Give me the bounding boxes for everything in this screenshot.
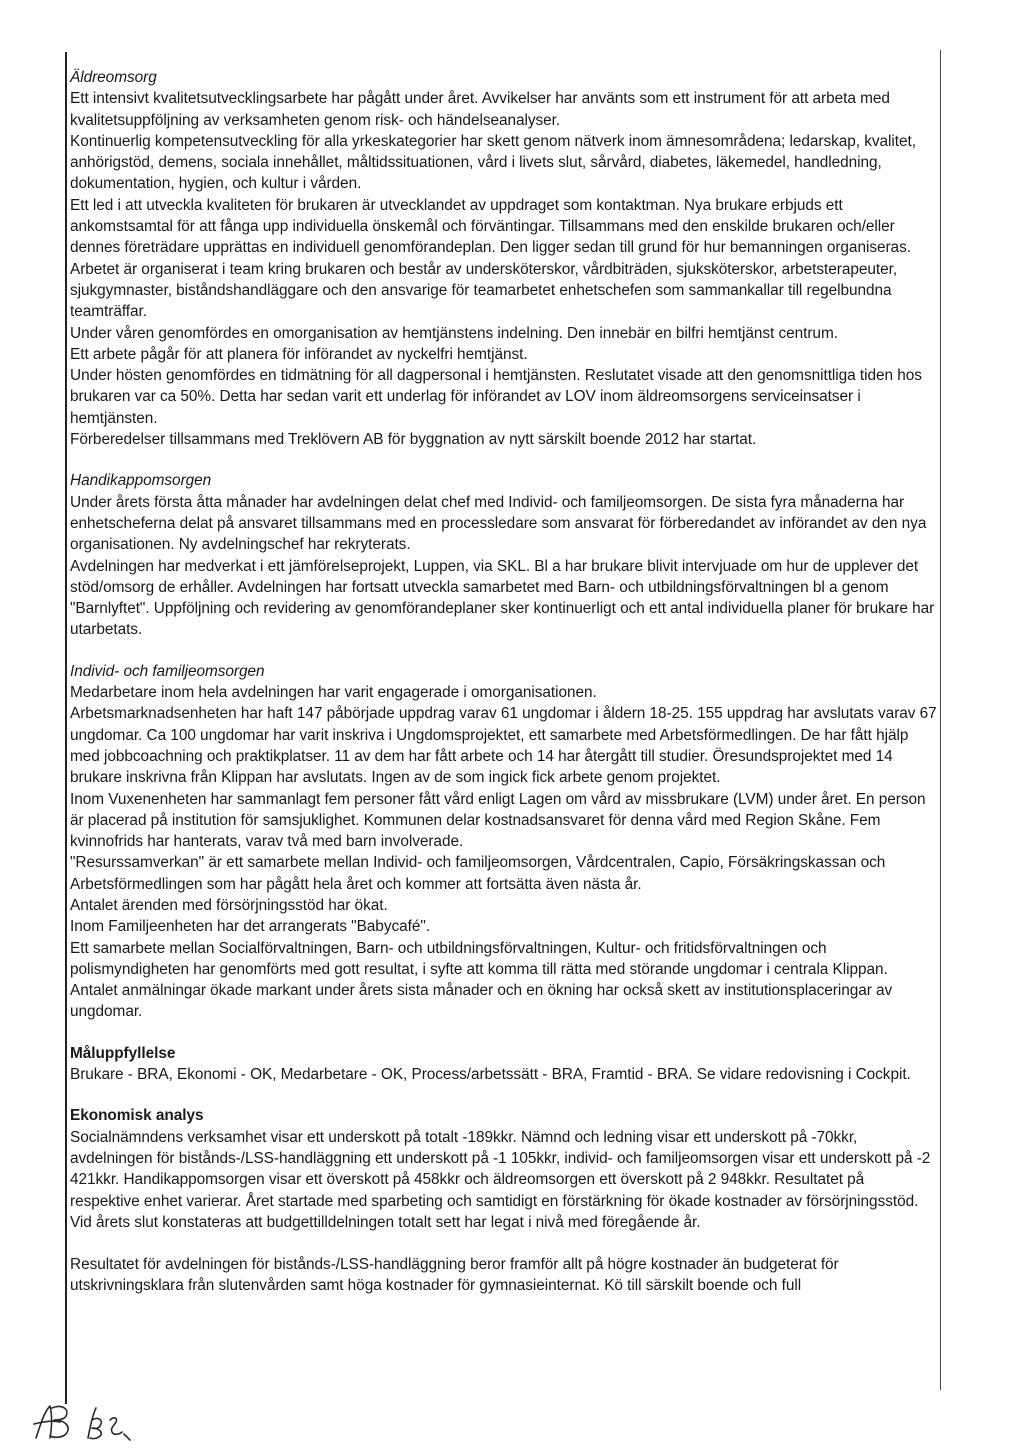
section-maluppfyllelse — [70, 1043, 938, 1086]
paragraph: Arbetsmarknadsenheten har haft 147 påbörjade uppdrag varav 61 ungdomar i åldern 18-25. 155 uppdrag har avslutats varav 67 ungdomar. Ca 100 ungdomar har varit inskriva i Ungdomsprojektet, ett samarbete med Arbetsförmedlingen. De har fått hjälp med jobbcoachning och praktikplatser. 11 av dem har fått arbete och 14 har återgått till studier. Öresundsprojektet med 14 brukare inskrivna från Klippan har avslutats. Ingen av de som ingick fick arbete genom projektet. — [70, 705, 937, 787]
right-margin-rule — [940, 50, 941, 1390]
paragraph: "Resurssamverkan" är ett samarbete mellan Individ- och familjeomsorgen, Vårdcentralen, Capio, Försäkringskassan och Arbetsförmedlingen som har pågått hela året och kommer att fortsätta även nästa år. — [70, 854, 886, 893]
paragraph: Inom Familjeenheten har det arrangerats "Babycafé". — [70, 918, 430, 936]
paragraph: Ett intensivt kvalitetsutvecklingsarbete har pågått under året. Avvikelser har använts som ett instrument för att arbeta med kvalitetsuppföljning av verksamheten genom risk- och händelseanalyser. — [70, 90, 890, 129]
paragraph: Avdelningen har medverkat i ett jämförelseprojekt, Luppen, via SKL. Bl a har brukare blivit intervjuade om hur de upplever det stöd/omsorg de erhåller. Avdelningen har fortsatt utveckla samarbetet med Barn- och utbildningsförvaltningen bl a genom "Barnlyftet". Uppföljning och revidering av genomförandeplaner sker kontinuerligt och ett antal individuella planer för brukare har utarbetats. — [70, 557, 935, 639]
paragraph: Under våren genomfördes en omorganisation av hemtjänstens indelning. Den innebär en bilfri hemtjänst centrum. — [70, 324, 838, 342]
document-body — [70, 67, 938, 1297]
paragraph: Under hösten genomfördes en tidmätning för all dagpersonal i hemtjänsten. Reslutatet visade att den genomsnittliga tiden hos brukaren var ca 50%. Detta har sedan varit ett underlag för införandet av LOV inom äldreomsorgens serviceinsatser i hemtjänsten. — [70, 367, 922, 427]
left-margin-rule — [65, 52, 67, 1404]
paragraph: Brukare - BRA, Ekonomi - OK, Medarbetare - OK, Process/arbetssätt - BRA, Framtid - BRA. Se vidare redovisning i Cockpit. — [70, 1066, 911, 1084]
paragraph: Socialnämndens verksamhet visar ett underskott på totalt -189kkr. Nämnd och ledning visar ett underskott på -70kkr, avdelningen för bistånds-/LSS-handläggning ett underskott på -1 105kkr, individ- och familjeomsorgen visar ett underskott på -2 421kkr. Handikappomsorgen visar ett överskott på 458kkr och äldreomsorgen ett överskott på 2 948kkr. Resultatet på respektive enhet varierar. Året startade med sparbeting och samtidigt en förstärkning för ökade kostnader av försörjningsstöd. Vid årets slut konstateras att budgettilldelningen totalt sett har legat i nivå med föregående år. — [70, 1128, 931, 1231]
section-heading: Ekonomisk analys — [70, 1107, 204, 1125]
paragraph: Resultatet för avdelningen för bistånds-/LSS-handläggning beror framför allt på högre kostnader än budgeterat för utskrivningsklara från slutenvården samt höga kostnader för gymnasieinternat. Kö till särskilt boende och full — [70, 1256, 839, 1295]
section-heading: Handikappomsorgen — [70, 472, 212, 490]
section-aldreomsorg — [70, 67, 938, 450]
section-heading: Måluppfyllelse — [70, 1044, 176, 1062]
section-handikappomsorgen — [70, 470, 938, 640]
paragraph: Antalet anmälningar ökade markant under årets sista månader och en ökning har också skett av institutionsplaceringar av ungdomar. — [70, 982, 893, 1021]
paragraph: Förberedelser tillsammans med Treklövern AB för byggnation av nytt särskilt boende 2012 har startat. — [70, 431, 757, 449]
handwritten-signature — [30, 1398, 140, 1444]
paragraph: Ett arbete pågår för att planera för införandet av nyckelfri hemtjänst. — [70, 345, 528, 363]
paragraph: Kontinuerlig kompetensutveckling för alla yrkeskategorier har skett genom nätverk inom ämnesområdena; ledarskap, kvalitet, anhörigstöd, demens, sociala innehållet, måltidssituationen, vård i livets slut, sårvård, diabetes, läkemedel, handledning, dokumentation, hygien, och kultur i vården. — [70, 132, 916, 193]
paragraph: Under årets första åtta månader har avdelningen delat chef med Individ- och familjeomsorgen. De sista fyra månaderna har enhetscheferna delat på ansvaret tillsammans med en processledare som ansvarat för förberedandet av införandet av den nya organisationen. Ny avdelningschef har rekryterats. — [70, 493, 927, 554]
paragraph: Ett samarbete mellan Socialförvaltningen, Barn- och utbildningsförvaltningen, Kultur- och fritidsförvaltningen och polismyndigheten har genomförts med gott resultat, i syfte att komma till rätta med störande ungdomar i centrala Klippan. — [70, 939, 888, 978]
section-ekonomisk-analys — [70, 1105, 938, 1296]
paragraph: Ett led i att utveckla kvaliteten för brukaren är utvecklandet av uppdraget som kontaktman. Nya brukare erbjuds ett ankomstsamtal för att fånga upp individuella önskemål och förväntingar. Tillsammans med den enskilde brukaren och/eller dennes företrädare upprättas en individuell genomförandeplan. Den ligger sedan till grund för hur bemanningen organiseras. Arbetet är organiserat i team kring brukaren och består av undersköterskor, vårdbiträden, sjuksköterskor, arbetsterapeuter, sjukgymnaster, biståndshandläggare och den ansvarige för teamarbetet enhetschefen som sammankallar till regelbundna teamträffar. — [70, 196, 911, 321]
signature-scribble-icon — [30, 1398, 140, 1444]
paragraph: Medarbetare inom hela avdelningen har varit engagerade i omorganisationen. — [70, 684, 597, 702]
paragraph: Antalet ärenden med försörjningsstöd har ökat. — [70, 896, 388, 914]
paragraph: Inom Vuxenenheten har sammanlagt fem personer fått vård enligt Lagen om vård av missbrukare (LVM) under året. En person är placerad på institution för samsjuklighet. Kommunen delar kostnadsansvaret för denna vård med Region Skåne. Fem kvinnofrids har hanterats, varav två med barn involverade. — [70, 790, 926, 851]
section-heading: Individ- och familjeomsorgen — [70, 662, 265, 680]
section-heading: Äldreomsorg — [70, 69, 157, 86]
section-ifo — [70, 661, 938, 1023]
